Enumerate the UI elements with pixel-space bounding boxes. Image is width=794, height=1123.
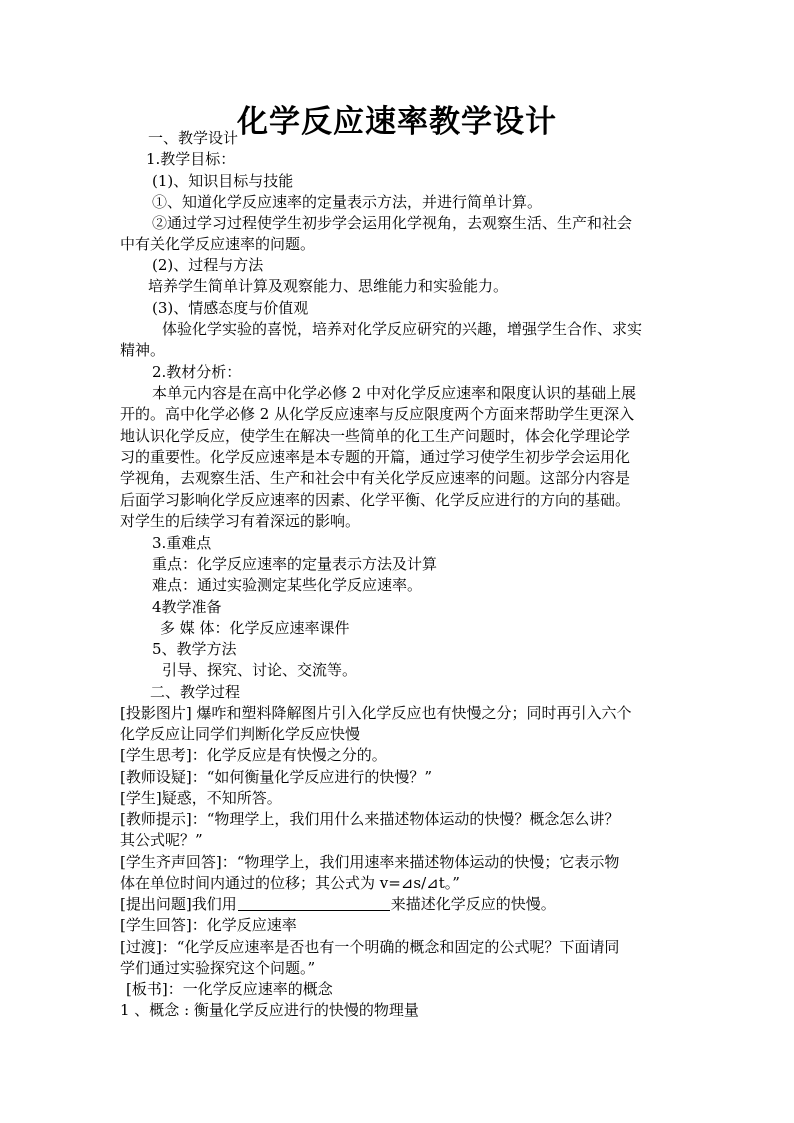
process-student-answer-line-2: 体在单位时间内通过的位移；其公式为 v=⊿s/⊿t。” xyxy=(120,874,460,892)
pose-question-prefix: [提出问题]我们用 xyxy=(120,895,237,913)
preparation-heading: 4教学准备 xyxy=(152,598,222,616)
process-teacher-hint-line-2: 其公式呢？” xyxy=(120,831,203,849)
goals-heading: 1.教学目标： xyxy=(146,150,236,168)
process-teacher-hint-line-1: [教师提示]：“物理学上，我们用什么来描述物体运动的快慢？概念怎么讲？ xyxy=(120,810,620,828)
process-student-confused: [学生]疑惑，不知所答。 xyxy=(120,789,282,807)
preparation-text: 多 媒 体：化学反应速率课件 xyxy=(160,619,350,637)
key-points-heading: 3.重难点 xyxy=(152,534,212,552)
process-goal-text: 培养学生简单计算及观察能力、思维能力和实验能力。 xyxy=(148,277,509,295)
analysis-line: 本单元内容是在高中化学必修 2 中对化学反应速率和限度认识的基础上展 xyxy=(152,384,637,402)
method-text: 引导、探究、讨论、交流等。 xyxy=(162,661,358,679)
section-heading-process: 二、教学过程 xyxy=(150,683,241,701)
analysis-line: 对学生的后续学习有着深远的影响。 xyxy=(120,512,361,530)
analysis-line: 习的重要性。化学反应速率是本专题的开篇，通过学习使学生初步学会运用化 xyxy=(120,448,631,466)
process-student-reply: [学生回答]：化学反应速率 xyxy=(120,916,297,934)
process-projection-line-2: 化学反应让同学们判断化学反应快慢 xyxy=(120,725,361,743)
process-concept-definition: 1 、概念 : 衡量化学反应进行的快慢的物理量 xyxy=(120,1001,419,1019)
process-student-answer-line-1: [学生齐声回答]：“物理学上，我们用速率来描述物体运动的快慢；它表示物 xyxy=(120,853,620,871)
process-teacher-question: [教师设疑]：“如何衡量化学反应进行的快慢？” xyxy=(120,768,433,786)
attitude-goal-line-2: 精神。 xyxy=(120,341,166,359)
knowledge-goal-item-2-line-1: ②通过学习过程使学生初步学会运用化学视角，去观察生活、生产和社会 xyxy=(152,214,633,232)
knowledge-goal-item-1: ①、知道化学反应速率的定量表示方法，并进行简单计算。 xyxy=(152,193,543,211)
process-student-thinking: [学生思考]：化学反应是有快慢之分的。 xyxy=(120,746,387,764)
process-board-writing: [板书]：一化学反应速率的概念 xyxy=(126,980,333,998)
process-projection-line-1: [投影图片] 爆咋和塑料降解图片引入化学反应也有快慢之分；同时再引入六个 xyxy=(120,704,632,722)
process-goal-heading: (2)、过程与方法 xyxy=(152,256,264,274)
difficulty-text: 难点：通过实验测定某些化学反应速率。 xyxy=(152,576,423,594)
process-pose-question xyxy=(120,894,556,914)
analysis-line: 后面学习影响化学反应速率的因素、化学平衡、化学反应进行的方向的基础。 xyxy=(120,491,631,509)
analysis-line: 地认识化学反应，使学生在解决一些简单的化工生产问题时，体会化学理论学 xyxy=(120,427,631,445)
section-heading-design: 一、教学设计 xyxy=(148,129,239,147)
key-point-text: 重点：化学反应速率的定量表示方法及计算 xyxy=(152,555,438,573)
page-title: 化学反应速率教学设计 xyxy=(237,104,557,140)
process-transition-line-2: 学们通过实验探究这个问题。” xyxy=(120,959,316,977)
attitude-goal-heading: (3)、情感态度与价值观 xyxy=(152,299,309,317)
method-heading: 5、教学方法 xyxy=(152,640,237,658)
analysis-line: 开的。高中化学必修 2 从化学反应速率与反应限度两个方面来帮助学生更深入 xyxy=(120,405,635,423)
process-transition-line-1: [过渡]：“化学反应速率是否也有一个明确的概念和固定的公式呢？下面请同 xyxy=(120,938,620,956)
knowledge-goal-heading: (1)、知识目标与技能 xyxy=(152,172,294,190)
pose-question-suffix: 来描述化学反应的快慢。 xyxy=(390,895,556,913)
attitude-goal-line-1: 体验化学实验的喜悦，培养对化学反应研究的兴趣，增强学生合作、求实 xyxy=(162,320,643,338)
analysis-line: 学视角，去观察生活、生产和社会中有关化学反应速率的问题。这部分内容是 xyxy=(120,469,631,487)
analysis-heading: 2.教材分析： xyxy=(152,363,242,381)
knowledge-goal-item-2-line-2: 中有关化学反应速率的问题。 xyxy=(120,235,316,253)
fill-in-blank xyxy=(238,895,390,911)
